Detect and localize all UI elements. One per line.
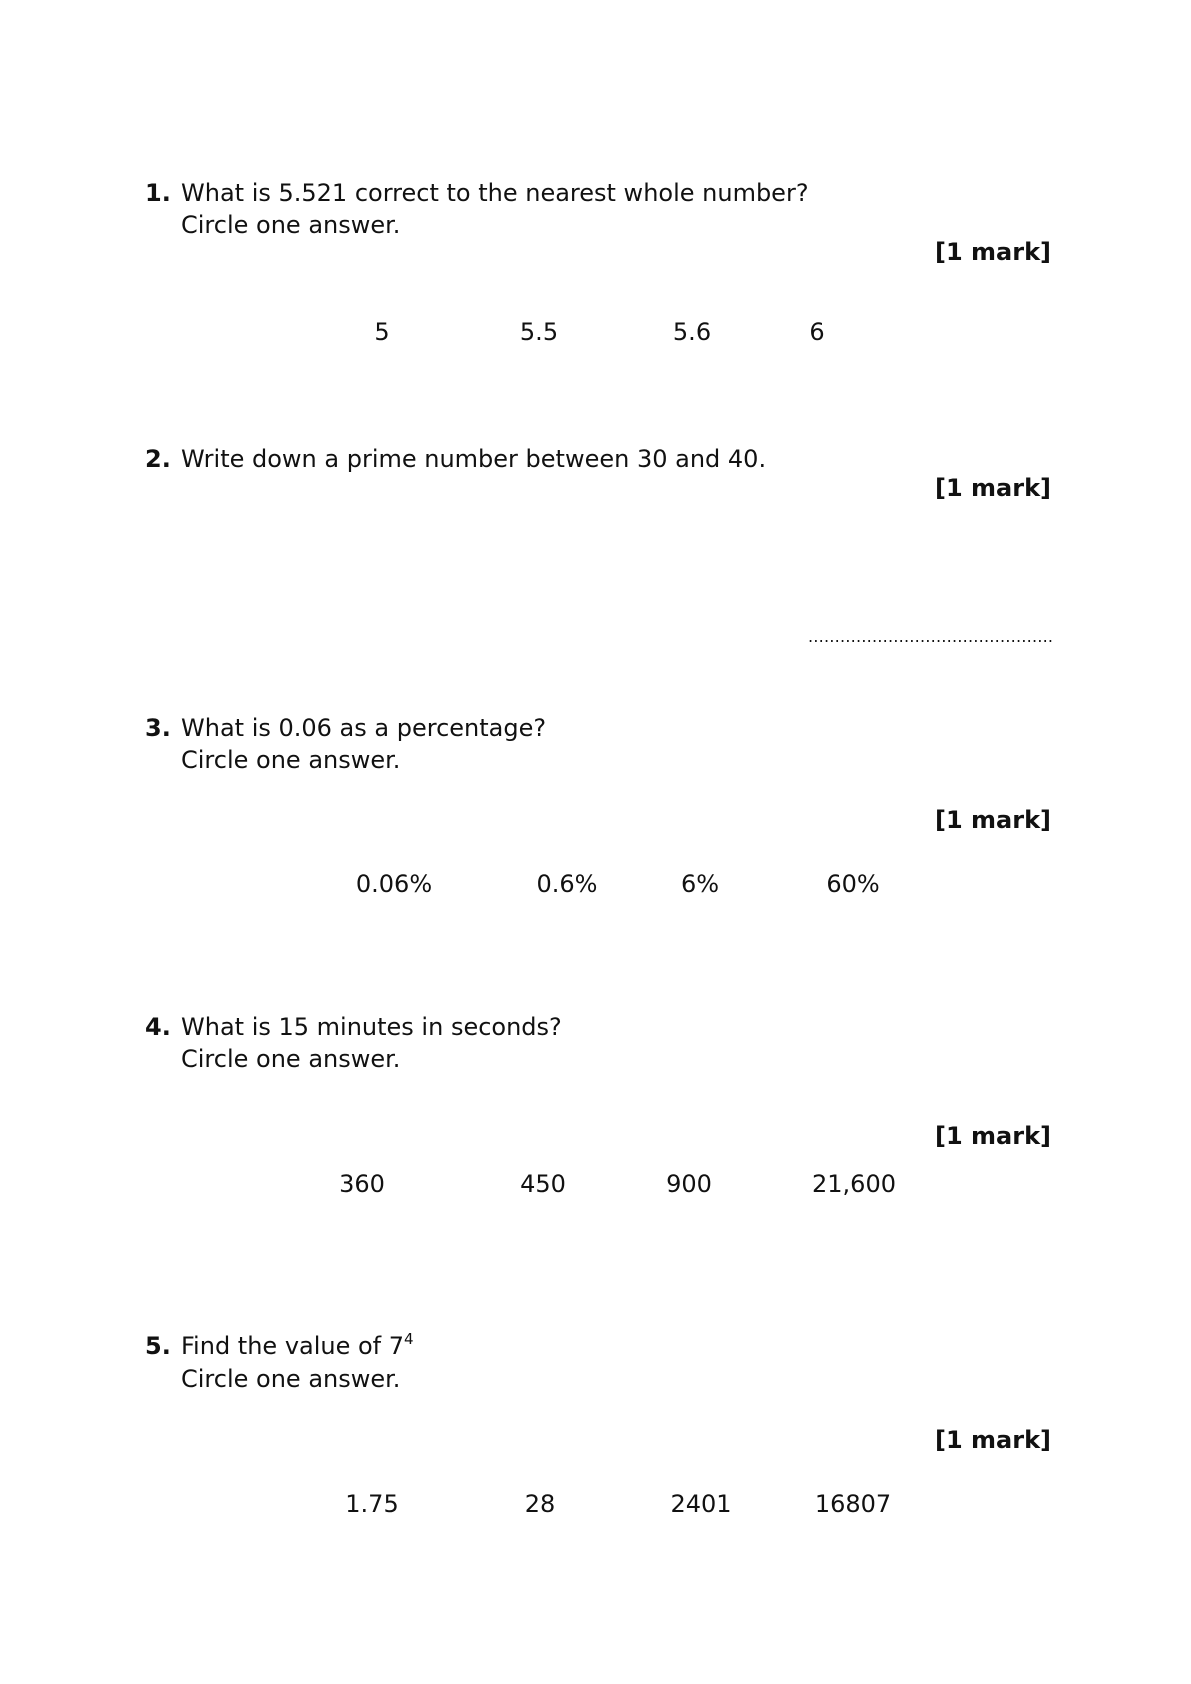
answer-option-c[interactable]: 6% xyxy=(680,870,720,898)
question-instruction: Circle one answer. xyxy=(181,746,401,774)
answer-option-c[interactable]: 2401 xyxy=(670,1490,732,1518)
answer-option-d[interactable]: 6 xyxy=(809,318,825,346)
answer-option-a[interactable]: 0.06% xyxy=(355,870,433,898)
answer-line[interactable]: ………………………………………. xyxy=(807,627,1053,646)
answer-option-d[interactable]: 16807 xyxy=(814,1490,892,1518)
question-text: Write down a prime number between 30 and 40. xyxy=(181,445,767,473)
answer-option-b[interactable]: 0.6% xyxy=(536,870,598,898)
answer-option-c[interactable]: 900 xyxy=(666,1170,712,1198)
question-instruction: Circle one answer. xyxy=(181,211,401,239)
mark-label: [1 mark] xyxy=(935,806,1051,834)
answer-option-a[interactable]: 360 xyxy=(339,1170,385,1198)
answer-option-b[interactable]: 5.5 xyxy=(519,318,559,346)
question-text: Find the value of 7 xyxy=(181,1332,405,1360)
exponent: 4 xyxy=(404,1330,414,1348)
question-text: What is 0.06 as a percentage? xyxy=(181,714,547,742)
question-number: 3. xyxy=(145,714,171,742)
question-number: 1. xyxy=(145,179,171,207)
answer-option-d[interactable]: 60% xyxy=(826,870,880,898)
question-number: 4. xyxy=(145,1013,171,1041)
answer-option-b[interactable]: 450 xyxy=(520,1170,566,1198)
question-number: 2. xyxy=(145,445,171,473)
question-instruction: Circle one answer. xyxy=(181,1045,401,1073)
question-text: What is 15 minutes in seconds? xyxy=(181,1013,562,1041)
question-text-line xyxy=(181,1331,414,1361)
answer-option-c[interactable]: 5.6 xyxy=(672,318,712,346)
mark-label: [1 mark] xyxy=(935,1122,1051,1150)
question-instruction: Circle one answer. xyxy=(181,1365,401,1393)
question-number: 5. xyxy=(145,1332,171,1360)
mark-label: [1 mark] xyxy=(935,1426,1051,1454)
question-text: What is 5.521 correct to the nearest whole number? xyxy=(181,179,809,207)
mark-label: [1 mark] xyxy=(935,474,1051,502)
mark-label: [1 mark] xyxy=(935,238,1051,266)
answer-option-b[interactable]: 28 xyxy=(524,1490,556,1518)
answer-option-d[interactable]: 21,600 xyxy=(812,1170,896,1198)
answer-option-a[interactable]: 1.75 xyxy=(345,1490,399,1518)
answer-option-a[interactable]: 5 xyxy=(374,318,390,346)
